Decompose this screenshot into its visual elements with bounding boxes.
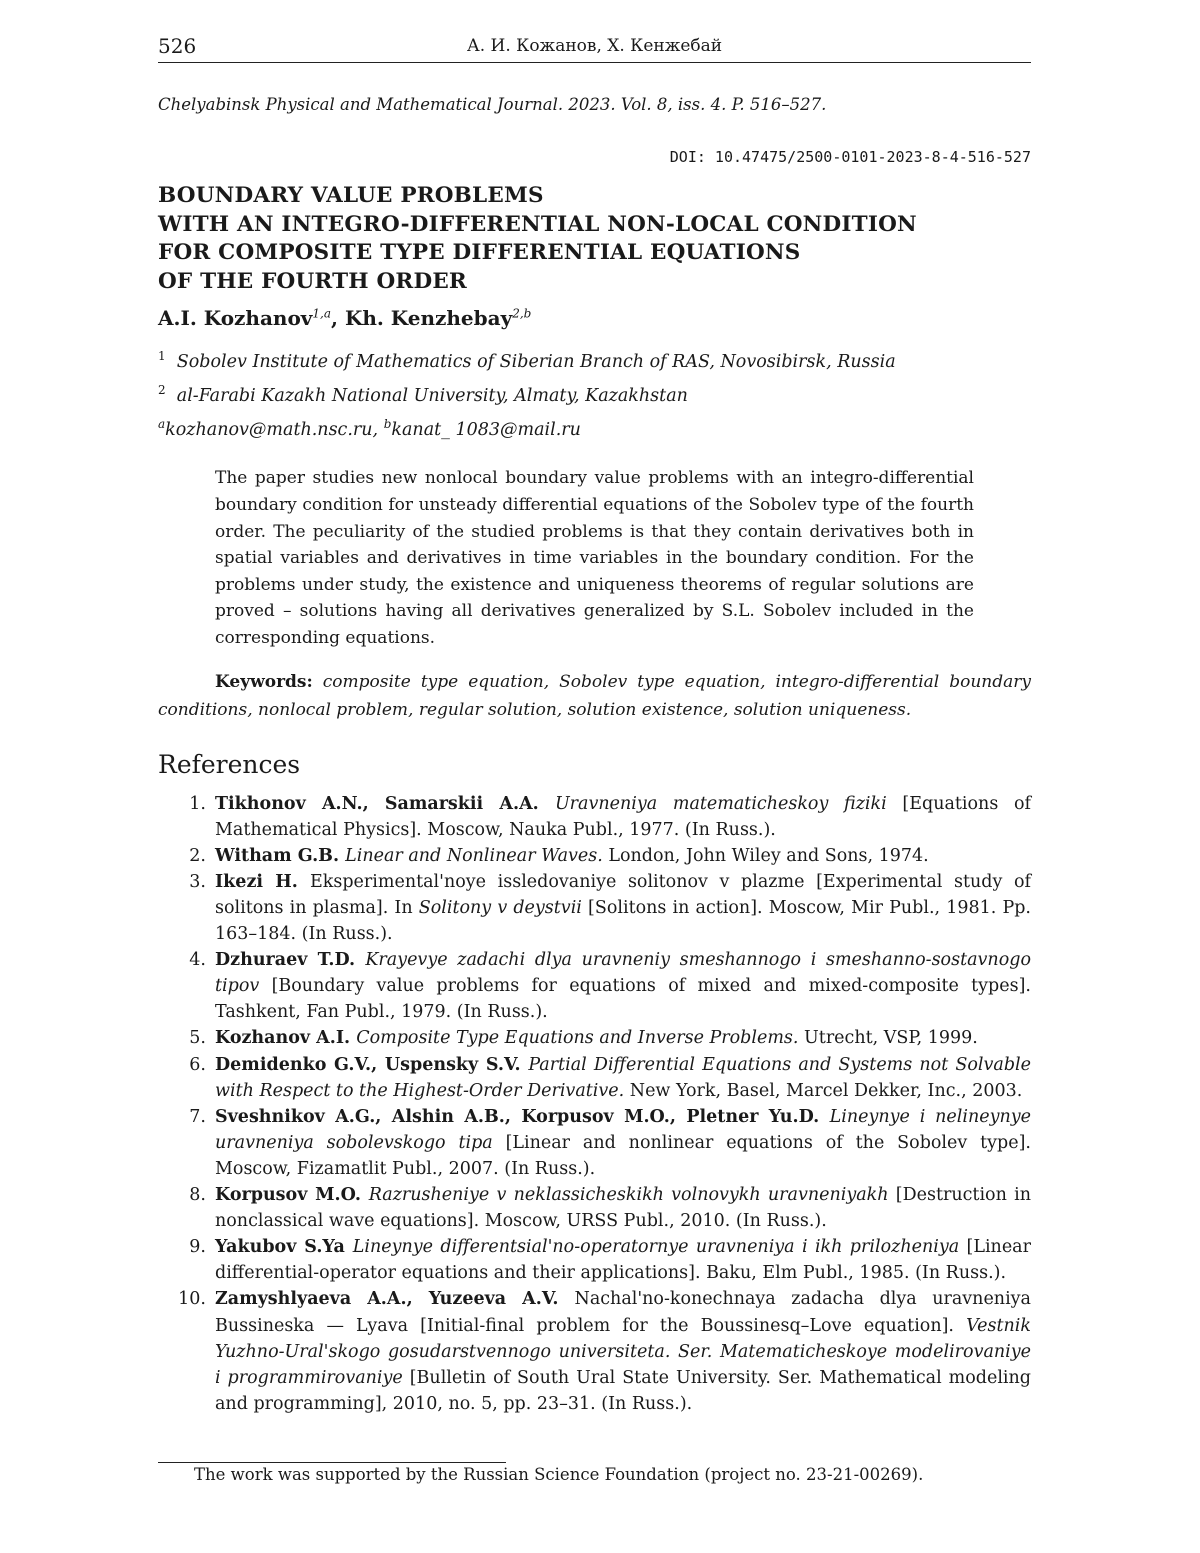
reference-number: 5. (189, 1028, 206, 1049)
keywords (158, 668, 1031, 724)
email-mark: a (158, 416, 166, 431)
reference-text: [Boundary value problems for equations of mixed and mixed-composite types]. Tashkent, Fan Publ., 1979. (In Russ.). (215, 976, 1031, 1023)
reference-text: London, John Wiley and Sons, 1974. (602, 845, 929, 866)
reference-authors: Demidenko G.V., Uspensky S.V. (215, 1054, 529, 1075)
author-list: A.I. Kozhanov$^{1,a}$, Kh. Kenzhebay$^{2,b}$ (158, 306, 532, 330)
reference-title: Vestnik Yuzhno-Ural'skogo gosudarstvennogo universiteta. Ser. Matematicheskoye modelirovaniye i programmirovaniye (215, 1315, 1031, 1388)
reference-item (158, 843, 1031, 869)
page-number: 526 (158, 34, 197, 58)
affiliations (158, 342, 1031, 443)
footnote: The work was supported by the Russian Science Foundation (project no. 23-21-00269). (194, 1465, 924, 1484)
affiliation (158, 376, 1031, 410)
reference-list (158, 791, 1031, 1417)
affiliation (158, 342, 1031, 376)
running-head: А. И. Кожанов, Х. Кенжебай (466, 36, 723, 56)
reference-item (158, 1104, 1031, 1182)
reference-text: [Solitons in action]. Moscow, Mir Publ., 1981. Pp. 163–184. (In Russ.). (215, 898, 1031, 945)
reference-authors: Sveshnikov A.G., Alshin A.B., Korpusov M.O., Pletner Yu.D. (215, 1106, 830, 1127)
references-heading: References (158, 749, 301, 779)
author-emails (158, 410, 1031, 444)
reference-authors: Korpusov M.O. (215, 1185, 369, 1206)
reference-authors: Witham G.B. (215, 845, 346, 866)
author-name: Kh. Kenzhebay (344, 306, 513, 330)
reference-item (158, 869, 1031, 947)
reference-title: Uravneniya matematicheskoy fiziki (554, 793, 887, 814)
reference-text: Utrecht, VSP, 1999. (798, 1028, 978, 1049)
reference-number: 1. (189, 793, 206, 814)
reference-item (158, 1234, 1031, 1286)
email-link[interactable]: kanat_ 1083@mail.ru (391, 419, 581, 440)
keywords-label: Keywords: (215, 671, 313, 692)
reference-title: Partial Differential Equations and Systems not Solvable with Respect to the Highest-Order Derivative. (215, 1054, 1031, 1101)
reference-authors: Zamyshlyaeva A.A., Yuzeeva A.V. (215, 1289, 575, 1310)
reference-text: [Destruction in nonclassical wave equations]. Moscow, URSS Publ., 2010. (In Russ.). (215, 1185, 1031, 1232)
reference-title: Solitony v deystvii (418, 898, 582, 919)
reference-text: [Linear and nonlinear equations of the Sobolev type]. Moscow, Fizamatlit Publ., 2007. (In Russ.). (215, 1132, 1031, 1179)
footnote-rule (158, 1462, 506, 1463)
title-line: OF THE FOURTH ORDER (158, 268, 467, 294)
reference-title: Lineynye differentsial'no-operatornye uravneniya i ikh prilozheniya (352, 1237, 960, 1258)
journal-citation: Chelyabinsk Physical and Mathematical Journal. 2023. Vol. 8, iss. 4. P. 516–527. (158, 95, 827, 114)
reference-text: [Bulletin of South Ural State University. Ser. Mathematical modeling and programming], 2010, no. 5, pp. 23–31. (In Russ.). (215, 1367, 1031, 1414)
reference-number: 10. (178, 1289, 206, 1310)
doi: DOI: 10.47475/2500-0101-2023-8-4-516-527 (669, 148, 1031, 166)
reference-number: 6. (189, 1054, 206, 1075)
reference-number: 8. (189, 1185, 206, 1206)
reference-authors: Yakubov S.Ya (215, 1237, 353, 1258)
reference-title: Composite Type Equations and Inverse Problems. (356, 1028, 799, 1049)
reference-title: Linear and Nonlinear Waves. (345, 845, 603, 866)
reference-item (158, 1182, 1031, 1234)
page-header (158, 30, 1031, 63)
reference-text: Nachal'no-konechnaya zadacha dlya uravneniya Bussineska — Lyava [Initial-final problem for the Boussinesq–Love equation]. (215, 1289, 1031, 1336)
email-mark: b (383, 416, 392, 431)
affil-mark: 1 (158, 349, 166, 363)
reference-authors: Tikhonov A.N., Samarskii A.A. (215, 793, 555, 814)
reference-item (158, 791, 1031, 843)
affil-text: Sobolev Institute of Mathematics of Siberian Branch of RAS, Novosibirsk, Russia (176, 351, 896, 372)
reference-text: [Equations of Mathematical Physics]. Moscow, Nauka Publ., 1977. (In Russ.). (215, 793, 1031, 840)
reference-title: Lineynye i nelineynye uravneniya sobolevskogo tipa (215, 1106, 1031, 1153)
author-affil-mark: 2,b (512, 306, 532, 321)
email-link[interactable]: kozhanov@math.nsc.ru, (165, 419, 379, 440)
reference-item (158, 947, 1031, 1025)
reference-number: 7. (189, 1106, 206, 1127)
reference-authors: Ikezi H. (215, 871, 310, 892)
title-line: BOUNDARY VALUE PROBLEMS (158, 183, 544, 208)
reference-text: New York, Basel, Marcel Dekker, Inc., 2003. (624, 1080, 1023, 1101)
affil-mark: 2 (158, 382, 166, 397)
reference-text: Eksperimental'noye issledovaniye solitonov v plazme [Experimental study of solitons in plasma]. In (215, 871, 1032, 919)
reference-item (158, 1052, 1031, 1104)
reference-number: 4. (189, 950, 206, 971)
reference-item (158, 1025, 1031, 1051)
keywords-text: composite type equation, Sobolev type equation, integro-differential boundary conditions, nonlocal problem, regular solution, solution existence, solution uniqueness. (158, 671, 1031, 720)
title-line: FOR COMPOSITE TYPE DIFFERENTIAL EQUATIONS (158, 240, 801, 265)
reference-authors: Dzhuraev T.D. (215, 950, 366, 971)
reference-number: 9. (189, 1237, 206, 1258)
reference-title: Krayevye zadachi dlya uravneniy smeshannogo i smeshanno-sostavnogo tipov (215, 950, 1031, 997)
reference-number: 3. (189, 871, 206, 892)
paper-title (158, 182, 1031, 296)
reference-text: [Linear differential-operator equations and their applications]. Baku, Elm Publ., 1985. (In Russ.). (215, 1237, 1031, 1284)
affil-text: al-Farabi Kazakh National University, Almaty, Kazakhstan (176, 385, 688, 406)
reference-number: 2. (189, 845, 206, 866)
reference-authors: Kozhanov A.I. (215, 1028, 357, 1049)
author-affil-mark: 1,a (312, 306, 332, 321)
reference-title: Razrusheniye v neklassicheskikh volnovykh uravneniyakh (368, 1185, 889, 1206)
abstract: The paper studies new nonlocal boundary value problems with an integro-differential boundary condition for unsteady differential equations of the Sobolev type of the fourth order. The peculiarity of the studied problems is that they contain derivatives both in spatial variables and derivatives in time variables in the boundary condition. For the problems under study, the existence and uniqueness theorems of regular solutions are proved – solutions having all derivatives generalized by S.L. Sobolev included in the corresponding equations. (215, 468, 974, 649)
paper-page (158, 30, 1031, 1417)
author-name: A.I. Kozhanov (158, 306, 313, 330)
title-line: WITH AN INTEGRO-DIFFERENTIAL NON-LOCAL CONDITION (158, 211, 917, 237)
reference-item (158, 1286, 1031, 1416)
